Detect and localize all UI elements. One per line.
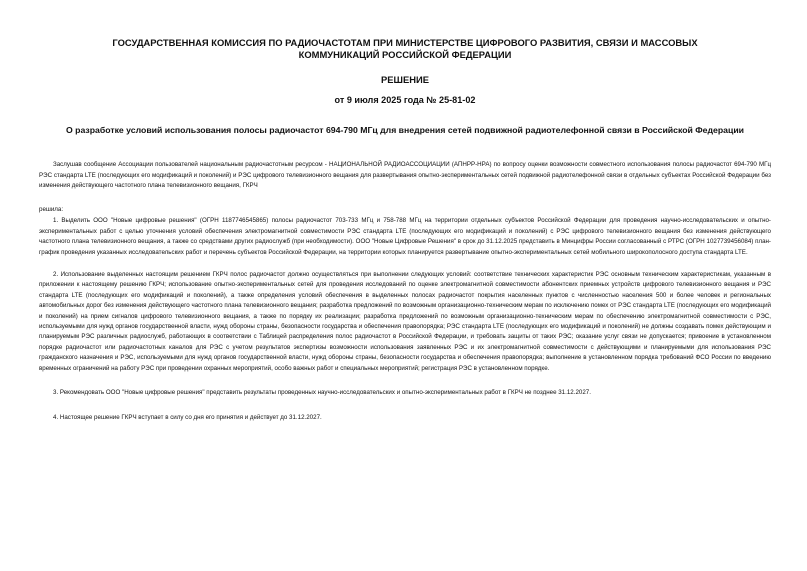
intro-paragraph: Заслушав сообщение Ассоциации пользователей национальным радиочастотным ресурсом - НАЦИОНАЛЬНОЙ РАДИОАССОЦИАЦИИ (АПНРР-НРА) по вопросу оценки возможности совместного использования полосы радиочастот 694-790 МГц РЭС стандарта LTE (последующих его модификаций и поколений) и РЭС цифрового телевизионного вещания для развертывания опытно-экспериментальных сетей подвижной радиотелефонной связи в отдельных субъектах Российской Федерации без изменения действующего частотного плана телевизионного вещания, ГКРЧ	[39, 161, 771, 189]
decision-item-4: 4. Настоящее решение ГКРЧ вступает в силу со дня его принятия и действует до 31.12.2027.	[53, 413, 322, 421]
issuing-authority: ГОСУДАРСТВЕННАЯ КОМИССИЯ ПО РАДИОЧАСТОТАМ ПРИ МИНИСТЕРСТВЕ ЦИФРОВОГО РАЗВИТИЯ, СВЯЗИ И МАССОВЫХ КОММУНИКАЦИЙ РОССИЙСКОЙ ФЕДЕРАЦИИ	[112, 37, 698, 60]
decision-item-2: 2. Использование выделенных настоящим решением ГКРЧ полос радиочастот должно осуществляться при выполнении следующих условий: соответствие технических характеристик РЭС основным техническим характеристикам, указанным в приложении к настоящему решению ГКРЧ; использование опытно-экспериментальных сетей для проведения исследований по оценке электромагнитной совместимости абонентских приемных устройств цифрового телевизионного вещания и РЭС стандарта LTE (последующих его модификаций и поколений), а также определения условий обеспечения в выделенных полосах радиочастот покрытия населенных пунктов с численностью населения 500 и более человек и региональных автомобильных дорог без изменения действующего частотного плана телевизионного вещания; разработка предложений по возможным организационно-техническим мерам по исключению помех от РЭС стандарта LTE (последующих его модификаций и поколений) на прием сигналов цифрового телевизионного вещания, а также по порядку их реализации; разработка предложений по возможным организационно-техническим мерам по обеспечению электромагнитной совместимости с РЭС, используемыми для нужд органов государственной власти, нужд обороны страны, безопасности государства и обеспечения правопорядка; РЭС стандарта LTE (последующих его модификаций и поколений) не должны создавать помех действующим и планируемым РЭС различных радиослужб, работающих в соответствии с Таблицей распределения полос радиочастот в Российской Федерации, и требовать защиты от таких РЭС; оказание услуг связи не допускается; привоение в установленном порядке радиочастот или радиочастотных каналов для РЭС с учетом результатов экспертизы возможности использования заявленных РЭС и их электромагнитной совместимости с действующими и планируемыми для использования РЭС гражданского назначения и РЭС, используемыми для нужд органов государственной власти, нужд обороны страны, безопасности государства и обеспечения правопорядка; выполнение в установленном порядка требований ФСО России по введению временных ограничений на работу РЭС при проведении охранных мероприятий, особо важных работ и специальных мероприятий; регистрация РЭС в установленном порядке.	[39, 271, 771, 372]
decided-label: решила:	[39, 206, 64, 214]
decision-label: РЕШЕНИЕ	[381, 74, 429, 86]
decision-item-3: 3. Рекомендовать ООО "Новые цифровые решения" представить результаты проведенных научно-исследовательских и опытно-экспериментальных работ в ГКРЧ не позднее 31.12.2027.	[53, 389, 591, 397]
decision-subject: О разработке условий использования полосы радиочастот 694-790 МГц для внедрения сетей подвижной радиотелефонной связи в Российской Федерации	[65, 125, 745, 136]
decision-date-number: от 9 июля 2025 года № 25-81-02	[334, 95, 476, 106]
decision-item-1: 1. Выделить ООО "Новые цифровые решения" (ОГРН 1187746545865) полосы радиочастот 703-733 МГц и 758-788 МГц на территории отдельных субъектов Российской Федерации для проведения научно-исследовательских и опытно-экспериментальных работ с целью уточнения условий обеспечения электромагнитной совместимости РЭС стандарта LTE (последующих его модификаций и поколений) с РЭС цифрового телевизионного вещания без изменения действующего частотного плана телевизионного вещания, а также со средствами других радиослужб (при необходимости). ООО "Новые Цифровые Решения" в срок до 31.12.2025 представить в Минцифры России согласованный с РТРС (ОГРН 1027739456084) план-график проведения указанных исследовательских работ и перечень субъектов Российской Федерации, на территории которых планируется развертывание опытно-экспериментальных сетей мобильного широкополосного доступа стандарта LTE.	[39, 217, 771, 256]
